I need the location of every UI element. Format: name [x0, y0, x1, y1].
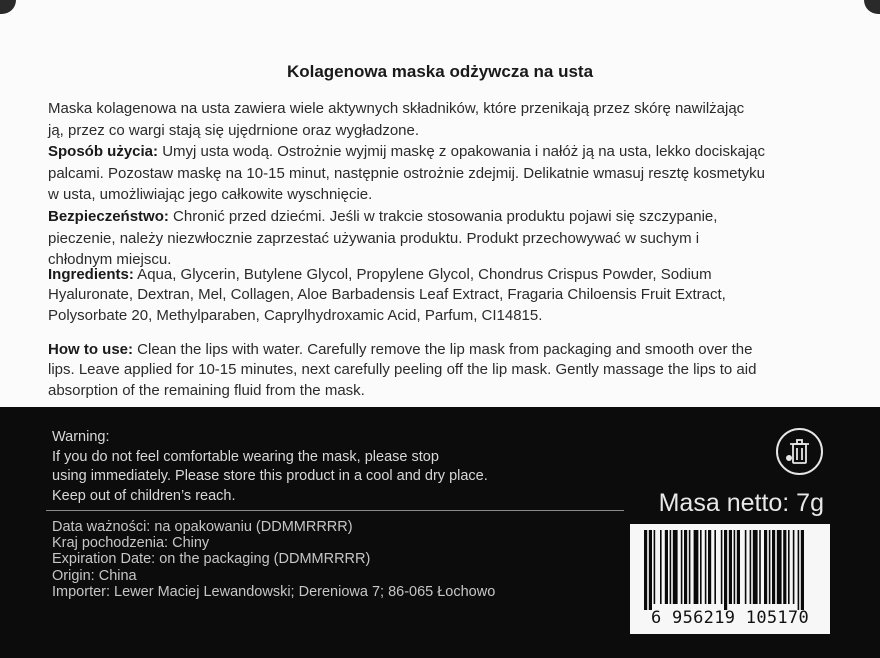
barcode-bar	[684, 530, 687, 604]
safety-line: pieczenie, należy niezwłocznie zaprzestać używania produktu. Produkt przechowywać w suchym i	[48, 229, 700, 247]
barcode-bar	[694, 530, 699, 604]
barcode-bar	[772, 530, 775, 604]
barcode-bar	[764, 530, 767, 604]
safety-label: Bezpieczeństwo:	[48, 207, 169, 225]
polish-description	[48, 98, 838, 271]
net-weight: Masa netto: 7g	[658, 489, 824, 517]
safety-line: chłodnym miejscu.	[48, 251, 172, 269]
barcode-bar	[793, 530, 795, 604]
warning-line: If you do not feel comfortable wearing the mask, please stop	[52, 448, 439, 465]
barcode-bar	[714, 530, 716, 604]
barcode-bar	[644, 530, 647, 610]
expiry-pl: Data ważności: na opakowaniu (DDMMRRRR)	[52, 519, 353, 535]
origin-pl: Kraj pochodzenia: Chiny	[52, 535, 210, 552]
intro-line: ją, przez co wargi stają się ujędrnione oraz wygładzone.	[48, 121, 420, 139]
barcode-bar	[670, 530, 672, 604]
trash-bin-icon	[776, 428, 823, 475]
barcode-bar	[700, 530, 702, 604]
barcode-bar	[745, 530, 747, 604]
barcode-bar	[737, 530, 740, 604]
barcode-bar	[654, 530, 656, 604]
how-to-use-label: How to use:	[48, 341, 133, 358]
usage-line: Sposób użycia: Umyj usta wodą. Ostrożnie wyjmij maskę z opakowania i nałóż ją na usta, lekko dociskając	[48, 143, 765, 161]
how-to-use-line: How to use: Clean the lips with water. Carefully remove the lip mask from packaging and smooth over the	[48, 341, 753, 358]
barcode-bar	[788, 530, 790, 604]
warning-block	[52, 428, 572, 506]
origin-en: Origin: China	[52, 567, 137, 584]
barcode-bar	[801, 530, 804, 610]
product-title: Kolagenowa maska odżywcza na usta	[286, 62, 594, 81]
barcode-bar	[681, 530, 683, 604]
ingredients-line: Polysorbate 20, Methylparaben, Caprylhydroxamic Acid, Parfum, CI14815.	[48, 306, 543, 324]
barcode-bar	[759, 530, 761, 604]
barcode-bar	[689, 530, 691, 604]
barcode-bar	[673, 530, 678, 604]
ingredients-line: Ingredients: Aqua, Glycerin, Butylene Glycol, Propylene Glycol, Chondrus Crispus Powder, Sodium	[48, 266, 712, 283]
usage-label: Sposób użycia:	[48, 143, 159, 161]
barcode-number: 6 956219 105170	[650, 608, 810, 628]
safety-line: Bezpieczeństwo: Chronić przed dziećmi. Jeśli w trakcie stosowania produktu pojawi się szczypanie,	[48, 207, 718, 225]
barcode-bar	[734, 530, 736, 604]
barcode-bar	[708, 530, 711, 604]
barcode-bar	[649, 530, 652, 610]
ingredients-line: Hyaluronate, Dextran, Mel, Collagen, Aloe Barbadensis Leaf Extract, Fragaria Chiloensis Fruit Extract,	[48, 286, 726, 304]
warning-line: Keep out of children’s reach.	[52, 487, 236, 504]
barcode-bar	[777, 530, 782, 604]
barcode-bar	[729, 530, 732, 604]
importer: Importer: Lewer Maciej Lewandowski; Dereniowa 7; 86-065 Łochowo	[52, 583, 496, 600]
barcode-bar	[798, 530, 800, 610]
usage-line: w usta, umożliwiając jego całkowite wyschnięcie.	[48, 186, 373, 204]
barcode-bar	[705, 530, 707, 604]
how-to-use-paragraph	[48, 340, 838, 401]
usage-line: palcami. Pozostaw maskę na 10-15 minut, następnie ostrożnie zdejmij. Delikatnie wmasuj resztę kosmetyku	[48, 164, 765, 182]
intro-line: Maska kolagenowa na usta zawiera wiele aktywnych składników, które przenikają przez skórę nawilżając	[48, 100, 745, 117]
warning-line: using immediately. Please store this product in a cool and dry place.	[52, 468, 488, 484]
how-to-use-line: lips. Leave applied for 10-15 minutes, next carefully peeling off the lip mask. Gently massage the lips to aid	[48, 361, 757, 379]
barcode-bar	[724, 530, 727, 610]
barcode-bar	[665, 530, 668, 604]
barcode-bar	[783, 530, 786, 604]
product-info-block	[52, 519, 612, 600]
divider-line	[46, 510, 624, 511]
ingredients-paragraph	[48, 265, 838, 326]
barcode-bar	[750, 530, 752, 604]
barcode-bar	[769, 530, 771, 604]
expiry-en: Expiration Date: on the packaging (DDMMRRRR)	[52, 551, 371, 568]
barcode	[630, 524, 830, 634]
barcode-bar	[660, 530, 662, 604]
warning-label: Warning:	[52, 429, 110, 445]
barcode-bar	[721, 530, 723, 604]
ingredients-label: Ingredients:	[48, 266, 134, 283]
barcode-bar	[753, 530, 758, 604]
how-to-use-line: absorption of the remaining fluid from the mask.	[48, 381, 365, 399]
